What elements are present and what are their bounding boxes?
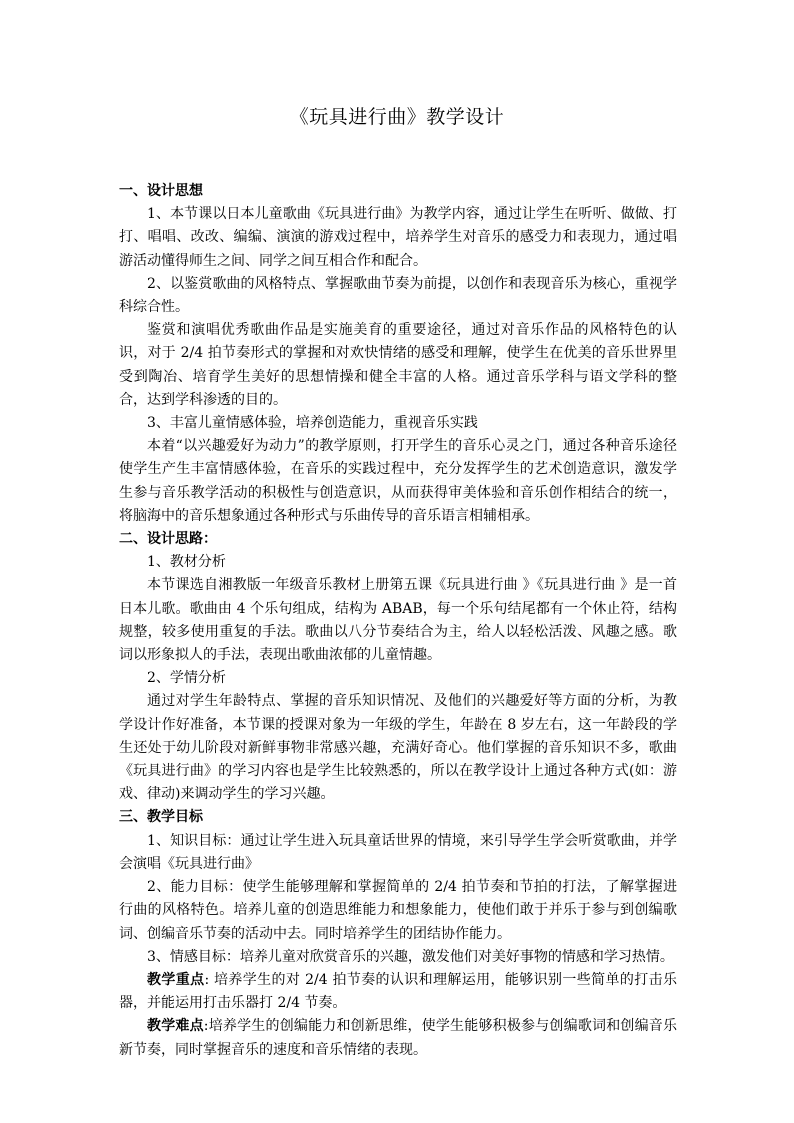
paragraph: 2、能力目标：使学生能够理解和掌握简单的 2/4 拍节奏和节拍的打法，了解掌握进行曲的风格特色。培养儿童的创造思维能力和想象能力，使他们敢于并乐于参与到创编歌词、创编音乐节奏的活动中去。同时培养学生的团结协作能力。: [119, 879, 677, 942]
paragraph: 1、知识目标：通过让学生进入玩具童话世界的情境，来引导学生学会听赏歌曲，并学会演唱《玩具进行曲》: [119, 832, 677, 872]
paragraph: 本着“以兴趣爱好为动力”的教学原则，打开学生的音乐心灵之门，通过各种音乐途径使学生产生丰富情感体验，在音乐的实践过程中，充分发挥学生的艺术创造意识，激发学生参与音乐教学活动的积极性与创造意识，从而获得审美体验和音乐创作相结合的统一，将脑海中的音乐想象通过各种形式与乐曲传导的音乐语言相辅相承。: [119, 438, 677, 524]
paragraph: 鉴赏和演唱优秀歌曲作品是实施美育的重要途径，通过对音乐作品的风格特色的认识，对于 2/4 拍节奏形式的掌握和对欢快情绪的感受和理解，使学生在优美的音乐世界里受到陶冶、培育学生美好的思想情操和健全丰富的人格。通过音乐学科与语文学科的整合，达到学科渗透的目的。: [119, 322, 677, 408]
section-heading-teaching-goals: 三、教学目标: [119, 809, 203, 826]
difficulty-label: 教学难点: [147, 1018, 204, 1035]
section-heading-design-idea: 一、设计思想: [119, 183, 203, 199]
section-heading-design-approach: 二、设计思路：: [119, 531, 217, 548]
document-body: [119, 180, 677, 1062]
subheading-student-analysis: 2、学情分析: [147, 670, 226, 687]
paragraph: 通过对学生年龄特点、掌握的音乐知识情况、及他们的兴趣爱好等方面的分析，为教学设计作好准备，本节课的授课对象为一年级的学生，年龄在 8 岁左右，这一年龄段的学生还处于幼儿阶段对新鲜事物非常感兴趣，充满好奇心。他们掌握的音乐知识不多，歌曲《玩具进行曲》的学习内容也是学生比较熟悉的，所以在教学设计上通过各种方式(如：游戏、律动)来调动学生的学习兴趣。: [119, 693, 677, 803]
key-point-label: 教学重点: [147, 971, 205, 988]
paragraph: 2、以鉴赏歌曲的风格特点、掌握歌曲节奏为前提，以创作和表现音乐为核心，重视学科综合性。: [119, 275, 677, 316]
teaching-key-point: [119, 969, 677, 1015]
paragraph: 3、丰富儿童情感体验，培养创造能力，重视音乐实践: [147, 415, 478, 432]
paragraph: 本节课选自湘教版一年级音乐教材上册第五课《玩具进行曲 》《玩具进行曲 》是一首日本儿歌。歌曲由 4 个乐句组成，结构为 ABAB，每一个乐句结尾都有一个休止符，结构规整，较多使用重复的手法。歌曲以八分节奏结合为主，给人以轻松活泼、风趣之感。歌词以形象拟人的手法，表现出歌曲浓郁的儿童情趣。: [119, 577, 677, 664]
paragraph: 1、本节课以日本儿童歌曲《玩具进行曲》为教学内容，通过让学生在听听、做做、打打、唱唱、改改、编编、演演的游戏过程中，培养学生对音乐的感受力和表现力，通过唱游活动懂得师生之间、同学之间互相合作和配合。: [119, 206, 677, 269]
document-title: 《玩具进行曲》教学设计: [289, 106, 505, 128]
subheading-material-analysis: 1、教材分析: [147, 554, 226, 571]
key-point-text: : 培养学生的对 2/4 拍节奏的认识和理解运用，能够识别一些简单的打击乐器，并能运用打击乐器打 2/4 节奏。: [119, 971, 677, 1012]
difficulty-text: :培养学生的创编能力和创新思维，使学生能够积极参与创编歌词和创编音乐新节奏，同时掌握音乐的速度和音乐情绪的表现。: [119, 1018, 678, 1058]
teaching-difficulty: [119, 1015, 677, 1061]
paragraph: 3、情感目标：培养儿童对欣赏音乐的兴趣，激发他们对美好事物的情感和学习热情。: [147, 948, 674, 965]
